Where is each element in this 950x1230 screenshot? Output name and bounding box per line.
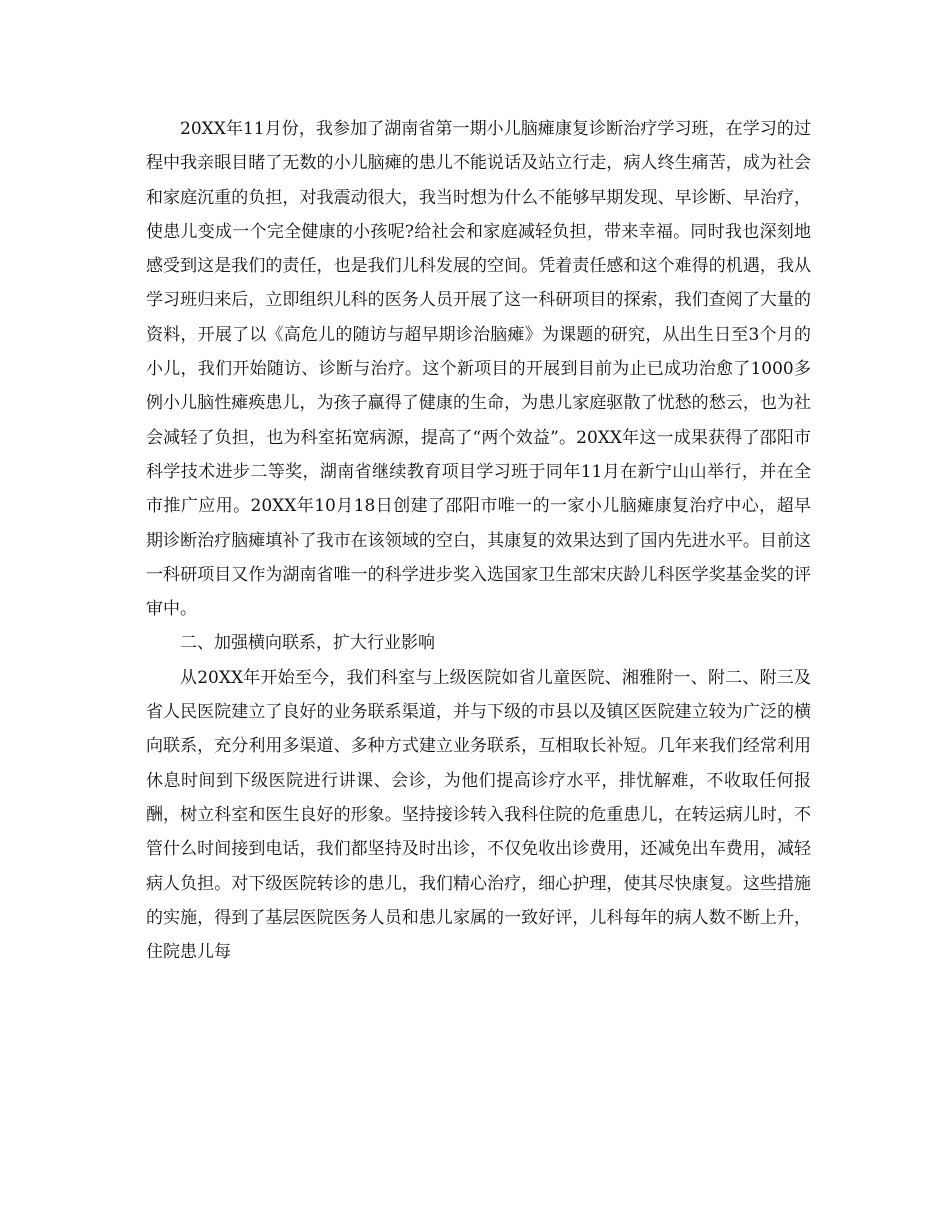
paragraph-research-project: 20XX年11月份，我参加了湖南省第一期小儿脑瘫康复诊断治疗学习班，在学习的过程中我亲眼目睹了无数的小儿脑瘫的患儿不能说话及站立行走，病人终生痛苦，成为社会和家庭沉重的负担，对我震动很大，我当时想为什么不能够早期发现、早诊断、早治疗，使患儿变成一个完全健康的小孩呢?给社会和家庭减轻负担，带来幸福。同时我也深刻地感受到这是我们的责任，也是我们儿科发展的空间。凭着责任感和这个难得的机遇，我从学习班归来后，立即组织儿科的医务人员开展了这一科研项目的探索，我们查阅了大量的资料，开展了以《高危儿的随访与超早期诊治脑瘫》为课题的研究，从出生日至3个月的小儿，我们开始随访、诊断与治疗。这个新项目的开展到目前为止已成功治愈了1000多例小儿脑性瘫痪患儿，为孩子赢得了健康的生命，为患儿家庭驱散了忧愁的愁云，也为社会减轻了负担，也为科室拓宽病源，提高了“两个效益”。20XX年这一成果获得了邵阳市科学技术进步二等奖，湖南省继续教育项目学习班于同年11月在新宁山山举行，并在全市推广应用。20XX年10月18日创建了邵阳市唯一的一家小儿脑瘫康复治疗中心，超早期诊断治疗脑瘫填补了我市在该领域的空白，其康复的效果达到了国内先进水平。目前这一科研项目又作为湖南省唯一的科学进步奖入选国家卫生部宋庆龄儿科医学奖基金奖的评审中。	[146, 119, 811, 620]
document-body	[146, 112, 811, 969]
paragraph-horizontal-ties: 从20XX年开始至今，我们科室与上级医院如省儿童医院、湘雅附一、附二、附三及省人民医院建立了良好的业务联系渠道，并与下级的市县以及镇区医院建立较为广泛的横向联系，充分利用多渠道、多种方式建立业务联系，互相取长补短。几年来我们经常利用休息时间到下级医院进行讲课、会诊，为他们提高诊疗水平，排忧解难，不收取任何报酬，树立科室和医生良好的形象。坚持接诊转入我科住院的危重患儿，在转运病儿时，不管什么时间接到电话，我们都坚持及时出诊，不仅免收出诊费用，还减免出车费用，减轻病人负担。对下级医院转诊的患儿，我们精心治疗，细心护理，使其尽快康复。这些措施的实施，得到了基层医院医务人员和患儿家属的一致好评，儿科每年的病人数不断上升，住院患儿每	[146, 667, 811, 963]
section-heading: 二、加强横向联系，扩大行业影响	[180, 633, 435, 654]
